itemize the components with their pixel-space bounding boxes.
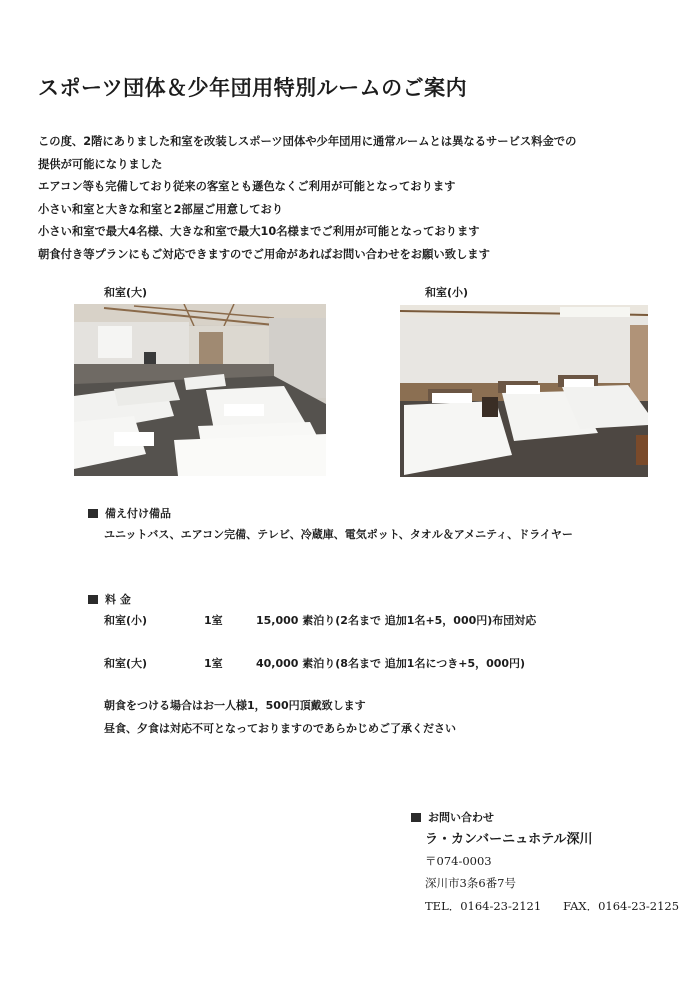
pricing-heading-text: 料 金 xyxy=(105,593,131,606)
amenities-list: ユニットバス、エアコン完備、テレビ、冷蔵庫、電気ポット、タオル＆アメニティ、ドライヤー xyxy=(104,528,573,541)
price-room-name: 和室(大) xyxy=(104,657,148,670)
bullet-square-icon xyxy=(88,509,98,518)
page-title: スポーツ団体＆少年団用特別ルームのご案内 xyxy=(38,76,468,100)
telephone-number: TEL．0164-23-2121 xyxy=(425,899,542,913)
bullet-square-icon xyxy=(88,595,98,604)
small-room-label: 和室(小) xyxy=(425,286,469,299)
amenities-heading xyxy=(88,505,171,521)
postal-code: 〒074-0003 xyxy=(425,854,492,868)
price-unit: 1室 xyxy=(204,614,223,627)
price-unit: 1室 xyxy=(204,657,223,670)
breakfast-note: 朝食をつける場合はお一人様1，500円頂戴致します xyxy=(104,699,366,712)
price-detail: 15,000 素泊り(2名まで 追加1名+5，000円)布団対応 xyxy=(256,614,537,627)
price-detail: 40,000 素泊り(8名まで 追加1名につき+5，000円) xyxy=(256,657,526,670)
amenities-heading-text: 備え付け備品 xyxy=(105,507,171,520)
large-room-label: 和室(大) xyxy=(104,286,148,299)
small-room-photo xyxy=(400,305,648,477)
intro-line: 小さい和室で最大4名様、大きな和室で最大10名様までご利用が可能となっております xyxy=(38,225,480,239)
pricing-heading xyxy=(88,591,131,607)
intro-line: エアコン等も完備しており従来の客室とも遜色なくご利用が可能となっております xyxy=(38,180,456,194)
hotel-name: ラ・カンバーニュホテル深川 xyxy=(425,832,593,847)
large-room-photo xyxy=(74,304,326,476)
small-room-image xyxy=(400,305,648,477)
large-room-image xyxy=(74,304,326,476)
phone-fax xyxy=(425,898,700,914)
fax-number: FAX．0164-23-2125 xyxy=(563,899,680,913)
intro-line: 提供が可能になりました xyxy=(38,157,163,171)
contact-heading xyxy=(411,809,494,825)
intro-line: 小さい和室と大きな和室と2部屋ご用意しており xyxy=(38,202,284,216)
bullet-square-icon xyxy=(411,813,421,822)
intro-text xyxy=(38,131,576,267)
meal-note: 昼食、夕食は対応不可となっておりますのであらかじめご了承ください xyxy=(104,722,456,735)
intro-line: 朝食付き等プランにもご対応できますのでご用命があればお問い合わせをお願い致します xyxy=(38,247,490,261)
contact-heading-text: お問い合わせ xyxy=(428,811,494,824)
intro-line: この度、2階にありました和室を改装しスポーツ団体や少年団用に通常ルームとは異なるサービス料金での xyxy=(38,135,577,148)
price-room-name: 和室(小) xyxy=(104,614,148,627)
address: 深川市3条6番7号 xyxy=(425,876,516,890)
